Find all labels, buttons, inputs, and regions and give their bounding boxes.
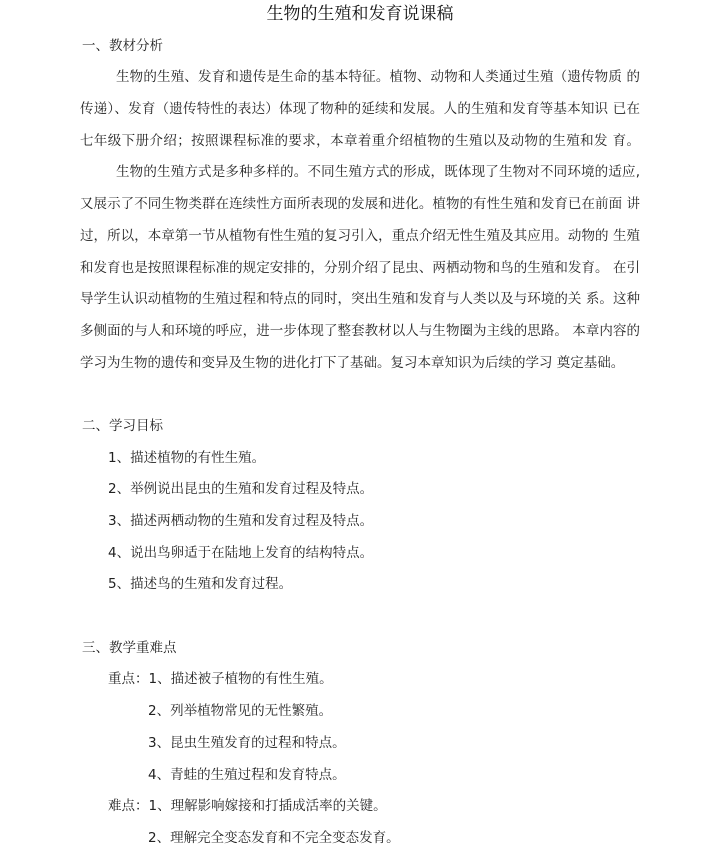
list-item: 5、描述鸟的生殖和发育过程。 [108, 576, 293, 593]
paragraph-line: 学习为生物的遗传和变异及生物的进化打下了基础。复习本章知识为后续的学习 奠定基础。 [80, 354, 625, 371]
section-heading: 二、学习目标 [82, 417, 163, 434]
difficulty-item: 难点：1、理解影响嫁接和打插成活率的关键。 [108, 798, 387, 815]
list-item: 2、举例说出昆虫的生殖和发育过程及特点。 [108, 481, 374, 498]
difficulty-item: 2、理解完全变态发育和不完全变态发育。 [148, 829, 400, 846]
paragraph-line: 又展示了不同生物类群在连续性方面所表现的发展和进化。植物的有性生殖和发育已在前面 讲 [80, 196, 640, 213]
key-point-item: 4、青蛙的生殖过程和发育特点。 [148, 766, 346, 783]
document-title: 生物的生殖和发育说课稿 [266, 4, 454, 24]
key-point-item: 重点：1、描述被子植物的有性生殖。 [108, 671, 333, 688]
paragraph-line: 生物的生殖方式是多种多样的。不同生殖方式的形成，既体现了生物对不同环境的适应, [116, 164, 640, 181]
paragraph-line: 过，所以，本章第一节从植物有性生殖的复习引入，重点介绍无性生殖及其应用。动物的 生殖 [80, 227, 640, 244]
list-item: 3、描述两栖动物的生殖和发育过程及特点。 [108, 513, 374, 529]
section-heading: 一、教材分析 [82, 37, 163, 54]
paragraph-line: 多侧面的与人和环境的呼应，进一步体现了整套教材以人与生物圈为主线的思路。 本章内容的 [80, 322, 640, 339]
section-heading: 三、教学重难点 [82, 639, 177, 656]
paragraph-line: 导学生认识动植物的生殖过程和特点的同时，突出生殖和发育与人类以及与环境的关 系。这种 [80, 291, 640, 308]
list-item: 1、描述植物的有性生殖。 [108, 449, 266, 466]
paragraph-line: 七年级下册介绍；按照课程标准的要求，本章着重介绍植物的生殖以及动物的生殖和发 育。 [80, 132, 640, 149]
key-point-item: 2、列举植物常见的无性繁殖。 [148, 703, 333, 720]
paragraph-line: 传递）、发育（遗传特性的表达）体现了物种的延续和发展。人的生殖和发育等基本知识 已在 [80, 101, 640, 118]
blank-line [0, 379, 720, 411]
key-point-item: 3、昆虫生殖发育的过程和特点。 [148, 734, 346, 751]
paragraph-line: 生物的生殖、发育和遗传是生命的基本特征。植物、动物和人类通过生殖（遗传物质 的 [116, 69, 640, 86]
list-item: 4、说出鸟卵适于在陆地上发育的结构特点。 [108, 544, 374, 561]
blank-line [0, 601, 720, 633]
paragraph-line: 和发育也是按照课程标准的规定安排的，分别介绍了昆虫、两栖动物和鸟的生殖和发育。 在引 [80, 259, 640, 276]
